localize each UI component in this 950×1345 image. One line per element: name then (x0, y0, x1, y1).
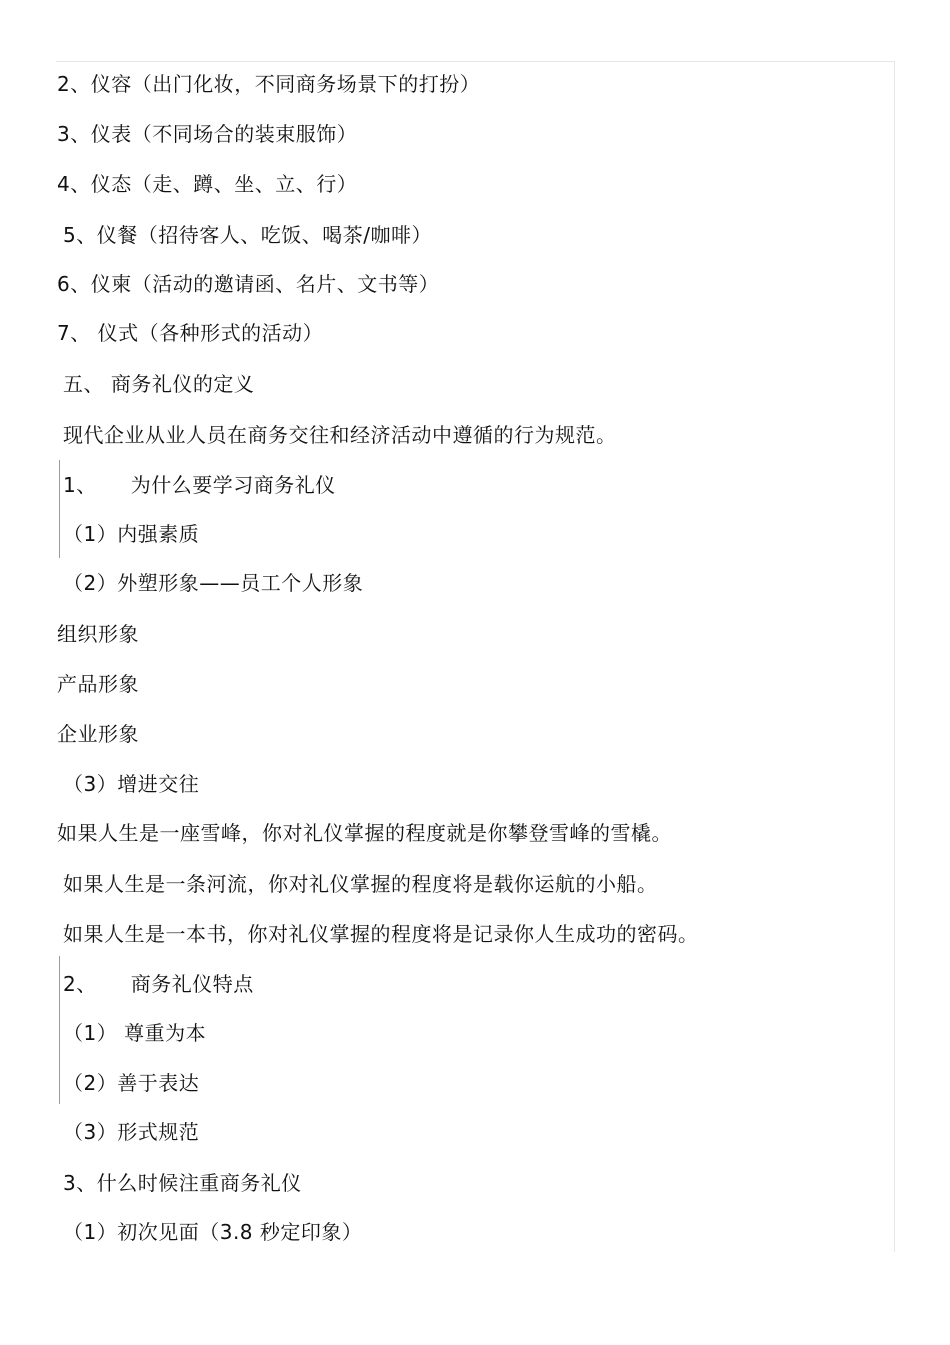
subheading-number: 1、 (63, 473, 97, 497)
point-inner-quality: （1）内强素质 (63, 522, 200, 546)
when-first-meeting: （1）初次见面（3.8 秒定印象） (63, 1220, 363, 1244)
item-appearance: 2、仪容（出门化妆，不同商务场景下的打扮） (57, 72, 481, 96)
margin-bracket (59, 460, 60, 558)
margin-bracket-2 (59, 956, 60, 1104)
quote-river: 如果人生是一条河流，你对礼仪掌握的程度将是载你运航的小船。 (63, 872, 658, 896)
subheading-why-learn (63, 471, 336, 499)
item-ceremony: 7、 仪式（各种形式的活动） (57, 321, 324, 345)
subheading-number: 2、 (63, 972, 97, 996)
quote-book: 如果人生是一本书，你对礼仪掌握的程度将是记录你人生成功的密码。 (63, 922, 699, 946)
subheading-features (63, 970, 254, 998)
item-dining: 5、仪餐（招待客人、吃饭、喝茶/咖啡） (63, 223, 432, 247)
feature-respect: （1） 尊重为本 (63, 1021, 207, 1045)
point-outer-image: （2）外塑形象——员工个人形象 (63, 571, 364, 595)
subheading-text: 商务礼仪特点 (130, 972, 254, 996)
item-invitation: 6、仪柬（活动的邀请函、名片、文书等） (57, 272, 440, 296)
subheading-text: 为什么要学习商务礼仪 (130, 473, 336, 497)
definition-text: 现代企业从业人员在商务交往和经济活动中遵循的行为规范。 (63, 423, 617, 447)
point-promote-interaction: （3）增进交往 (63, 772, 200, 796)
quote-snow-peak: 如果人生是一座雪峰，你对礼仪掌握的程度就是你攀登雪峰的雪橇。 (57, 821, 672, 845)
feature-expression: （2）善于表达 (63, 1071, 200, 1095)
section-heading-definition: 五、 商务礼仪的定义 (63, 372, 255, 396)
feature-norms: （3）形式规范 (63, 1120, 200, 1144)
item-attire: 3、仪表（不同场合的装束服饰） (57, 122, 358, 146)
item-posture: 4、仪态（走、蹲、坐、立、行） (57, 172, 358, 196)
text-product-image: 产品形象 (57, 672, 139, 696)
text-org-image: 组织形象 (57, 622, 139, 646)
text-company-image: 企业形象 (57, 722, 139, 746)
subheading-when: 3、什么时候注重商务礼仪 (63, 1171, 302, 1195)
